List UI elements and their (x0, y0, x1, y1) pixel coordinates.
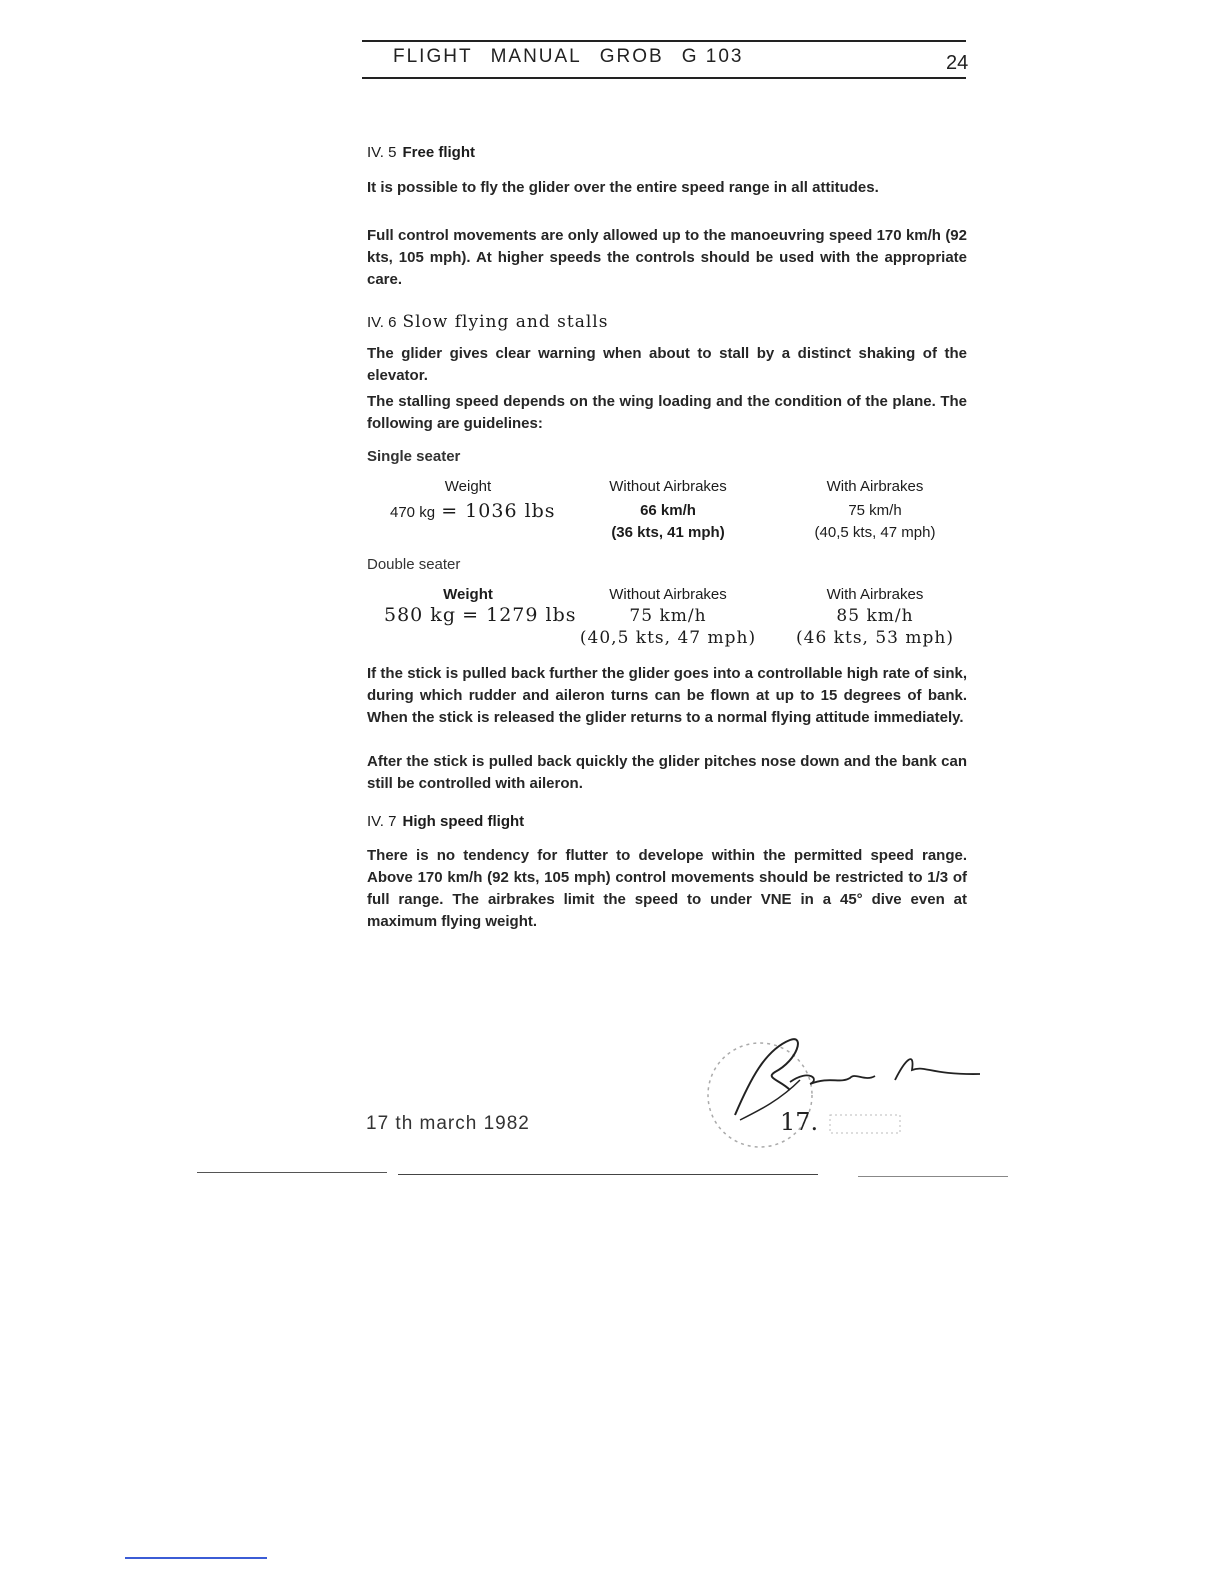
single-without-kmh: 66 km/h (640, 502, 696, 519)
signature-stamp (680, 1020, 1000, 1150)
paragraph: There is no tendency for flutter to develope within the permitted speed range. Above 170 km/h (92 kts, 105 mph) control movements should be restricted to 1/3 of full range. The airbrakes limit the speed to under VNE in a 45° dive even at maximum flying weight. (367, 847, 967, 930)
paragraph: It is possible to fly the glider over the entire speed range in all attitudes. (367, 179, 879, 196)
col-weight-header: Weight (444, 478, 492, 495)
document-date: 17 th march 1982 (366, 1113, 530, 1134)
single-without-alt: (36 kts, 41 mph) (611, 524, 725, 541)
double-without-kmh: 75 km/h (629, 606, 707, 626)
page-number: 24 (946, 52, 969, 74)
single-with-kmh: 75 km/h (848, 502, 902, 519)
double-with-kmh: 85 km/h (836, 606, 914, 626)
header-rule-top (362, 40, 966, 42)
col-without-header: Without Airbrakes (609, 478, 727, 495)
paragraph: If the stick is pulled back further the glider goes into a controllable high rate of sink, during which rudder and aileron turns can be flown at up to 15 degrees of bank. When the stick is released the glider returns to a normal flying attitude immediately. (367, 665, 967, 726)
col-with-header: With Airbrakes (826, 478, 924, 495)
double-weight: 580 kg = 1279 lbs (384, 604, 577, 626)
double-without-alt: (40,5 kts, 47 mph) (579, 628, 757, 648)
footer-rule-left (197, 1172, 387, 1173)
single-seater-label: Single seater (367, 448, 461, 465)
double-seater-label: Double seater (367, 556, 461, 573)
footer-rule-right (858, 1176, 1008, 1177)
blue-underline (125, 1557, 267, 1559)
section-heading-free-flight: IV. 5 Free flight (367, 144, 475, 161)
paragraph: The glider gives clear warning when about to stall by a distinct shaking of the elevator. (367, 345, 967, 384)
double-with-alt: (46 kts, 53 mph) (796, 628, 954, 648)
header-title: FLIGHT MANUAL GROB G 103 (393, 46, 744, 67)
col-without-header: Without Airbrakes (609, 586, 727, 603)
stamp-day: 17. (780, 1108, 819, 1136)
single-weight: 470 kg = 1036 lbs (390, 500, 556, 522)
paragraph: Full control movements are only allowed up to the manoeuvring speed 170 km/h (92 kts, 105 mph). At higher speeds the controls should be used with the appropriate care. (367, 227, 967, 288)
single-with-alt: (40,5 kts, 47 mph) (814, 524, 936, 541)
footer-rule-main (398, 1174, 818, 1175)
col-weight-header: Weight (443, 586, 493, 603)
header-rule-bottom (362, 77, 966, 79)
paragraph: The stalling speed depends on the wing loading and the condition of the plane. The following are guidelines: (367, 393, 967, 432)
paragraph: After the stick is pulled back quickly the glider pitches nose down and the bank can still be controlled with aileron. (367, 753, 967, 792)
col-with-header: With Airbrakes (826, 586, 924, 603)
section-heading-slow-flying: IV. 6 Slow flying and stalls (367, 312, 609, 332)
section-heading-high-speed: IV. 7 High speed flight (367, 813, 525, 830)
